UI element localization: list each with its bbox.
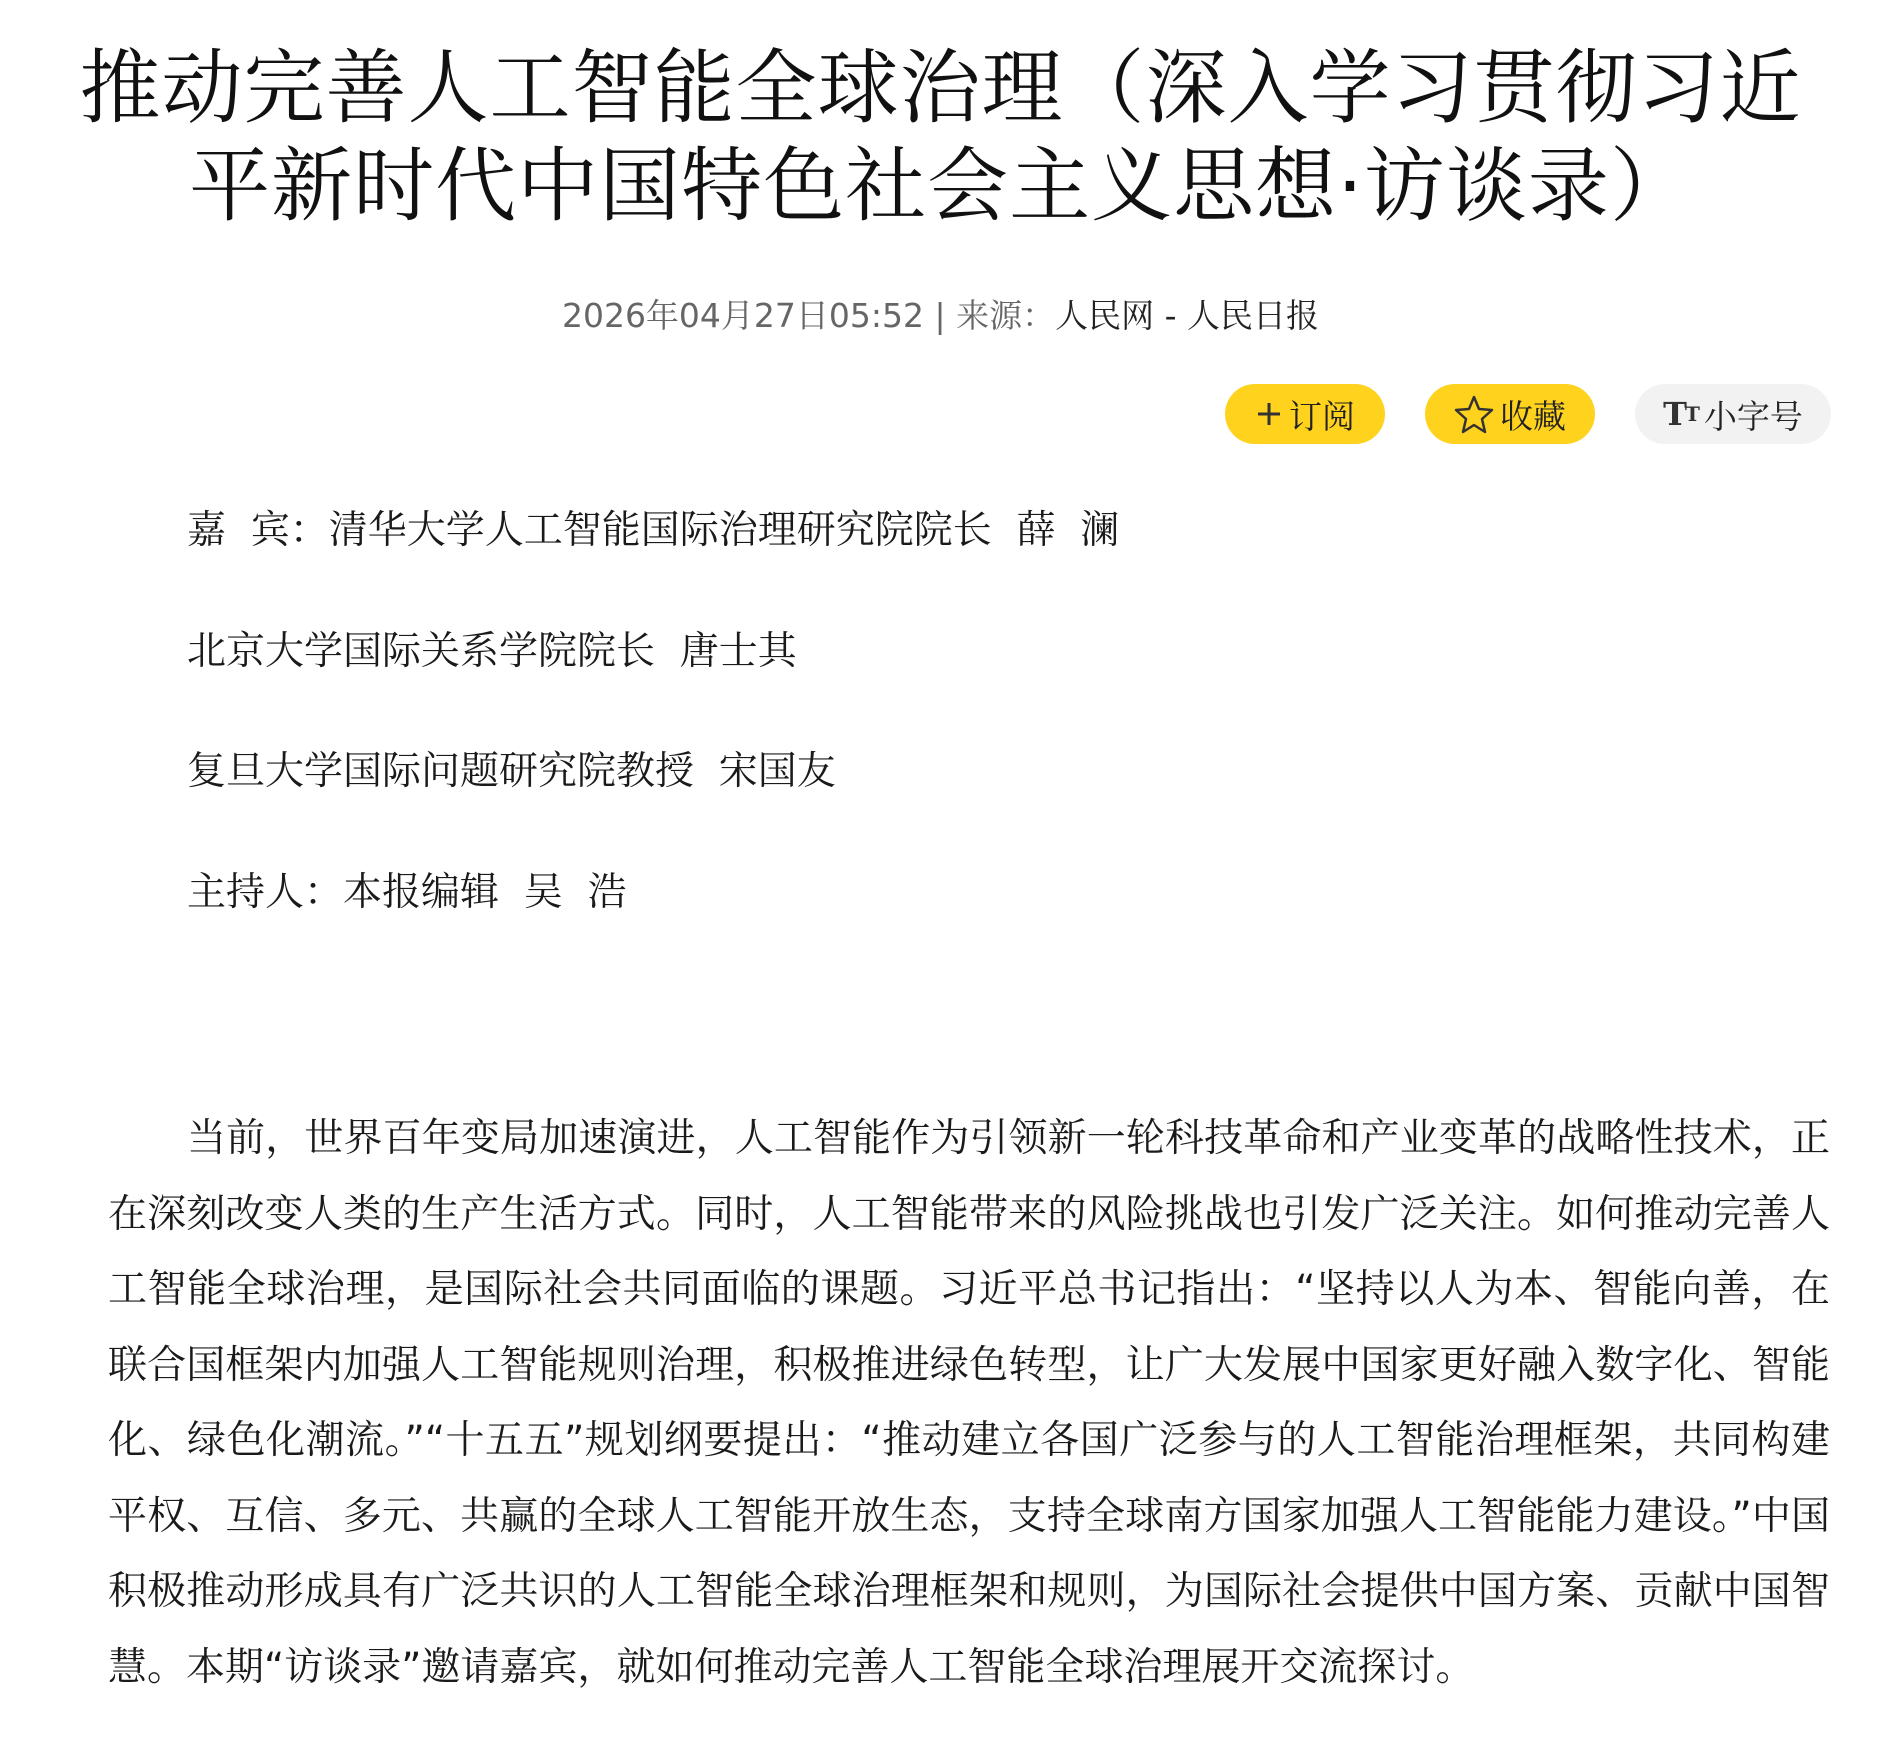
subscribe-label: 订阅 [1289,396,1355,436]
article-title: 推动完善人工智能全球治理（深入学习贯彻习近平新时代中国特色社会主义思想·访谈录） [79,42,1802,234]
guest-line-1: 嘉 宾：清华大学人工智能国际治理研究院院长 薛 澜 [187,508,1120,553]
subscribe-button[interactable] [1225,384,1385,444]
meta-separator: | [924,296,957,335]
text-size-icon: T T [1663,395,1698,433]
publish-date: 2026年04月27日05:52 [561,296,925,335]
collect-label: 收藏 [1500,396,1566,436]
article-meta [0,294,1881,338]
source-name[interactable]: 人民网 - 人民日报 [1055,296,1320,335]
font-size-button[interactable] [1635,384,1831,444]
host-line: 主持人：本报编辑 吴 浩 [187,870,627,915]
guest-line-3: 复旦大学国际问题研究院教授 宋国友 [187,749,836,794]
font-size-label: 小字号 [1703,396,1803,436]
star-icon [1454,394,1494,434]
collect-button[interactable] [1425,384,1595,444]
article-toolbar [1225,384,1831,444]
plus-icon [1255,400,1283,428]
article-paragraph: 当前，世界百年变局加速演进，人工智能作为引领新一轮科技革命和产业变革的战略性技术，正在深刻改变人类的生产生活方式。同时，人工智能带来的风险挑战也引发广泛关注。如何推动完善人工智能全球治理，是国际社会共同面临的课题。习近平总书记指出：“坚持以人为本、智能向善，在联合国框架内加强人工智能规则治理，积极推进绿色转型，让广大发展中国家更好融入数字化、智能化、绿色化潮流。”“十五五”规划纲要提出：“推动建立各国广泛参与的人工智能治理框架，共同构建平权、互信、多元、共赢的全球人工智能开放生态，支持全球南方国家加强人工智能能力建设。”中国积极推动形成具有广泛共识的人工智能全球治理框架和规则，为国际社会提供中国方案、贡献中国智慧。本期“访谈录”邀请嘉宾，就如何推动完善人工智能全球治理展开交流探讨。 [108,1116,1830,1690]
guest-line-2: 北京大学国际关系学院院长 唐士其 [187,629,797,674]
source-label: 来源： [956,296,1056,335]
